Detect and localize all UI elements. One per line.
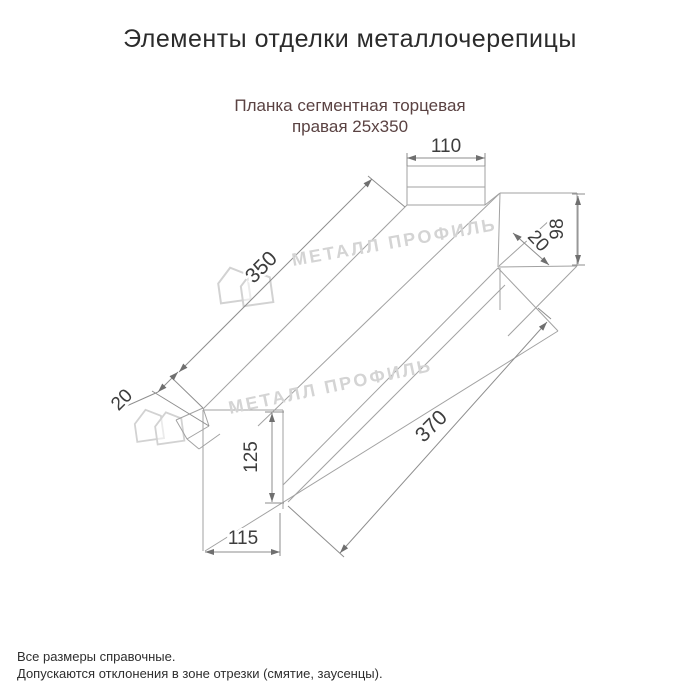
watermark-text: МЕТАЛЛ ПРОФИЛЬ [226,355,435,418]
dimension-label-370: 370 [410,405,452,447]
part-outline [176,166,577,551]
dimension-label-350: 350 [240,246,282,288]
dimension-label-20-right: 20 [523,226,553,257]
subtitle-line-2: правая 25х350 [291,117,409,136]
dimension-lines [158,158,578,553]
footnote-2: Допускаются отклонения в зоне отрезки (смятие, заусенцы). [17,666,383,681]
footnotes [17,648,383,682]
subtitle-line-1: Планка сегментная торцевая [234,96,466,115]
page-title: Элементы отделки металлочерепицы [123,25,577,53]
watermark-text: МЕТАЛЛ ПРОФИЛЬ [290,214,499,270]
metall-profil-logo-icon [133,405,184,447]
dimension-label-20-left: 20 [107,385,138,416]
extension-lines [122,153,585,557]
dimension-label-125: 125 [241,441,262,473]
dimension-label-98: 98 [547,218,568,240]
dimension-label-115: 115 [227,528,259,549]
footnote-1: Все размеры справочные. [17,649,176,664]
dimension-label-110: 110 [430,136,462,157]
